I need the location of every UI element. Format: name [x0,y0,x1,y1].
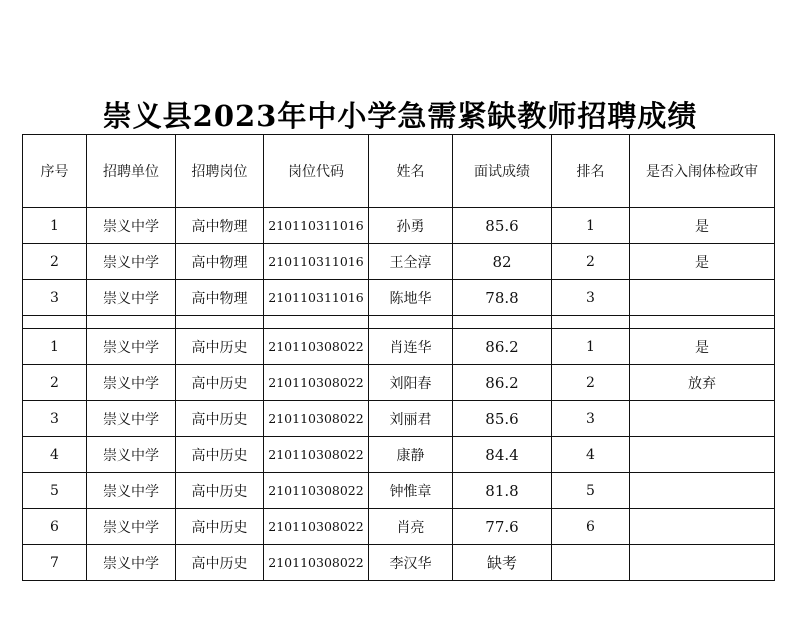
cell-rank [552,545,630,581]
header-no: 序号 [23,135,87,208]
table-row [23,329,775,365]
header-post: 招聘岗位 [176,135,264,208]
cell-score: 缺考 [453,545,552,581]
table-row [23,244,775,280]
table-row [23,509,775,545]
cell-rank: 3 [552,401,630,437]
cell-no: 1 [23,208,87,244]
table-row [23,208,775,244]
header-code: 岗位代码 [264,135,369,208]
cell-code: 210110308022 [264,401,369,437]
cell-rank: 2 [552,365,630,401]
cell-name: 陈地华 [369,280,453,316]
cell-status: 放弃 [630,365,775,401]
cell-post: 高中历史 [176,365,264,401]
table-row [23,545,775,581]
cell-score: 81.8 [453,473,552,509]
cell-code: 210110308022 [264,473,369,509]
cell-code: 210110308022 [264,329,369,365]
separator-cell [87,316,176,329]
cell-no: 3 [23,280,87,316]
separator-cell [552,316,630,329]
cell-code: 210110311016 [264,208,369,244]
cell-status [630,545,775,581]
cell-name: 李汉华 [369,545,453,581]
cell-name: 王全淳 [369,244,453,280]
cell-unit: 崇义中学 [87,509,176,545]
cell-post: 高中物理 [176,244,264,280]
separator-row [23,316,775,329]
cell-rank: 3 [552,280,630,316]
cell-unit: 崇义中学 [87,473,176,509]
cell-post: 高中历史 [176,509,264,545]
cell-rank: 4 [552,437,630,473]
cell-score: 86.2 [453,365,552,401]
cell-name: 孙勇 [369,208,453,244]
cell-name: 刘丽君 [369,401,453,437]
cell-no: 3 [23,401,87,437]
cell-post: 高中历史 [176,329,264,365]
cell-status [630,509,775,545]
cell-no: 7 [23,545,87,581]
cell-unit: 崇义中学 [87,329,176,365]
cell-no: 6 [23,509,87,545]
cell-status [630,280,775,316]
cell-rank: 6 [552,509,630,545]
cell-score: 78.8 [453,280,552,316]
cell-status [630,437,775,473]
cell-unit: 崇义中学 [87,208,176,244]
cell-status: 是 [630,208,775,244]
header-unit: 招聘单位 [87,135,176,208]
cell-name: 康静 [369,437,453,473]
cell-unit: 崇义中学 [87,545,176,581]
cell-no: 4 [23,437,87,473]
cell-score: 84.4 [453,437,552,473]
header-score: 面试成绩 [453,135,552,208]
cell-unit: 崇义中学 [87,437,176,473]
results-table [22,134,775,581]
cell-score: 85.6 [453,401,552,437]
cell-name: 肖连华 [369,329,453,365]
cell-code: 210110308022 [264,509,369,545]
cell-post: 高中历史 [176,437,264,473]
cell-post: 高中历史 [176,401,264,437]
cell-score: 82 [453,244,552,280]
cell-unit: 崇义中学 [87,244,176,280]
cell-name: 钟惟章 [369,473,453,509]
cell-status [630,401,775,437]
table-row [23,365,775,401]
cell-name: 肖亮 [369,509,453,545]
separator-cell [23,316,87,329]
separator-cell [630,316,775,329]
cell-no: 1 [23,329,87,365]
cell-unit: 崇义中学 [87,280,176,316]
cell-status [630,473,775,509]
cell-rank: 1 [552,208,630,244]
cell-post: 高中历史 [176,473,264,509]
cell-score: 86.2 [453,329,552,365]
table-row [23,473,775,509]
cell-rank: 1 [552,329,630,365]
table-row [23,437,775,473]
cell-code: 210110311016 [264,244,369,280]
table-row [23,401,775,437]
header-name: 姓名 [369,135,453,208]
cell-post: 高中历史 [176,545,264,581]
cell-unit: 崇义中学 [87,401,176,437]
cell-rank: 2 [552,244,630,280]
cell-no: 2 [23,244,87,280]
cell-name: 刘阳春 [369,365,453,401]
cell-code: 210110308022 [264,437,369,473]
cell-post: 高中物理 [176,280,264,316]
cell-code: 210110308022 [264,365,369,401]
cell-rank: 5 [552,473,630,509]
separator-cell [176,316,264,329]
cell-status: 是 [630,329,775,365]
separator-cell [264,316,369,329]
separator-cell [369,316,453,329]
cell-post: 高中物理 [176,208,264,244]
cell-no: 2 [23,365,87,401]
separator-cell [453,316,552,329]
table-row [23,280,775,316]
header-rank: 排名 [552,135,630,208]
cell-status: 是 [630,244,775,280]
cell-unit: 崇义中学 [87,365,176,401]
header-row [23,135,775,208]
cell-code: 210110311016 [264,280,369,316]
header-status: 是否入闱体检政审 [630,135,775,208]
cell-score: 85.6 [453,208,552,244]
cell-score: 77.6 [453,509,552,545]
cell-code: 210110308022 [264,545,369,581]
cell-no: 5 [23,473,87,509]
page-title: 崇义县2023年中小学急需紧缺教师招聘成绩 [102,99,698,133]
